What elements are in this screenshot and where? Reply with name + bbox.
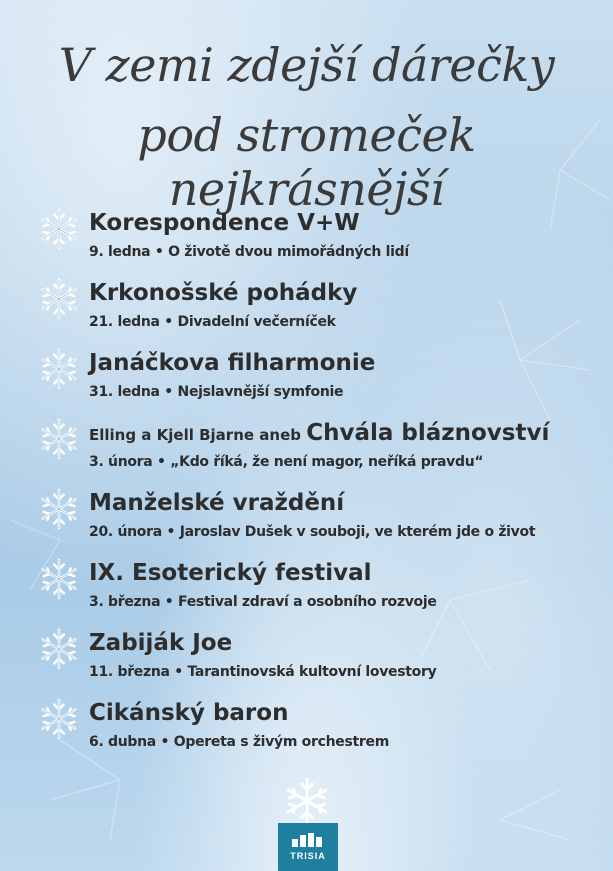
event-date: 3. března — [89, 594, 161, 610]
event-title-main: Chvála bláznovství — [306, 420, 550, 446]
event-subtitle — [89, 734, 389, 750]
logo-text: TRISIA — [290, 851, 326, 861]
event-date: 31. ledna — [89, 384, 160, 400]
bullet-separator: • — [164, 594, 174, 610]
event-title-main: Korespondence V+W — [89, 210, 360, 236]
event-subtitle — [89, 664, 436, 680]
event-item — [0, 414, 613, 484]
event-title-main: Zabiják Joe — [89, 630, 233, 656]
event-item — [0, 624, 613, 694]
event-title — [89, 420, 549, 446]
snowflake-icon — [36, 556, 82, 602]
event-subtitle — [89, 594, 437, 610]
event-item — [0, 554, 613, 624]
event-title — [89, 700, 288, 726]
event-title-prefix: Elling a Kjell Bjarne aneb — [89, 426, 307, 444]
event-subtitle — [89, 314, 336, 330]
snowflake-icon — [36, 486, 82, 532]
event-description: „Kdo říká, že není magor, neříká pravdu“ — [170, 454, 484, 470]
snowflake-icon — [36, 276, 82, 322]
event-date: 9. ledna — [89, 244, 151, 260]
event-item — [0, 344, 613, 414]
headline-line-1: V zemi zdejší dárečky — [58, 38, 555, 92]
snowflake-icon — [36, 696, 82, 742]
headline-line-2: pod stromeček nejkrásnější — [137, 108, 476, 216]
event-title — [89, 490, 344, 516]
event-title-main: IX. Esoterický festival — [89, 560, 372, 586]
event-subtitle — [89, 454, 483, 470]
event-date: 3. února — [89, 454, 153, 470]
event-item — [0, 694, 613, 764]
event-date: 6. dubna — [89, 734, 156, 750]
event-description: Festival zdraví a osobního rozvoje — [178, 594, 437, 610]
event-description: Nejslavnější symfonie — [177, 384, 344, 400]
event-date: 20. února — [89, 524, 167, 540]
event-date: 11. března — [89, 664, 170, 680]
bullet-separator: • — [166, 524, 176, 540]
event-title — [89, 560, 372, 586]
event-title-main: Krkonošské pohádky — [89, 280, 358, 306]
building-icon — [292, 833, 324, 847]
trisia-logo — [278, 823, 338, 871]
event-title-main: Cikánský baron — [89, 700, 289, 726]
event-description: Tarantinovská kultovní lovestory — [187, 664, 437, 680]
event-title — [89, 280, 357, 306]
event-title — [89, 210, 360, 236]
bullet-separator: • — [164, 384, 173, 400]
event-title-main: Janáčkova filharmonie — [89, 350, 376, 376]
event-description: Opereta s živým orchestrem — [173, 734, 389, 750]
event-description: Divadelní večerníček — [177, 314, 336, 330]
event-item — [0, 274, 613, 344]
event-item — [0, 484, 613, 554]
snowflake-icon — [36, 626, 82, 672]
snowflake-icon — [282, 776, 332, 826]
event-subtitle — [89, 384, 343, 400]
snowflake-icon — [36, 416, 82, 462]
event-item — [0, 204, 613, 274]
event-title — [89, 630, 232, 656]
event-subtitle — [89, 524, 535, 540]
event-date: 21. ledna — [89, 314, 160, 330]
snowflake-icon — [36, 206, 82, 252]
event-subtitle — [89, 244, 409, 260]
bullet-separator: • — [154, 244, 164, 260]
event-description: Jaroslav Dušek v souboji, ve kterém jde o život — [179, 524, 536, 540]
bullet-separator: • — [164, 314, 173, 330]
event-title — [89, 350, 375, 376]
event-title-main: Manželské vraždění — [89, 490, 345, 516]
bullet-separator: • — [174, 664, 183, 680]
event-description: O životě dvou mimořádných lidí — [168, 244, 409, 260]
bullet-separator: • — [160, 734, 170, 750]
bullet-separator: • — [157, 454, 166, 470]
snowflake-icon — [36, 346, 82, 392]
